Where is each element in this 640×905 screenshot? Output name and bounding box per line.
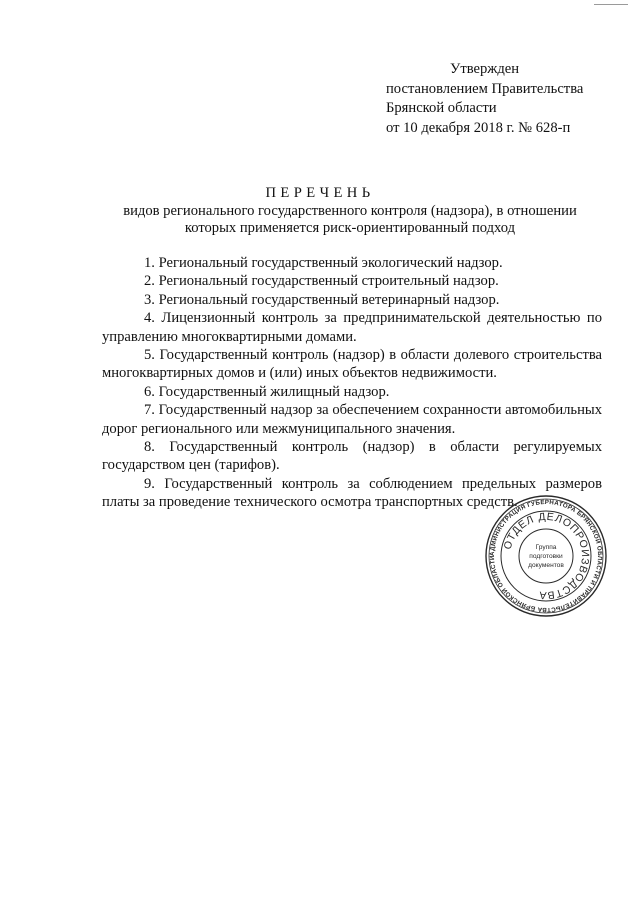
approval-block [386,60,583,138]
document-subtitle: видов регионального государственного контроля (надзора), в отношении которых применяется риск-ориентированный подход [123,203,577,236]
document-title: ПЕРЕЧЕНЬ [265,185,375,201]
list-item: 3. Региональный государственный ветеринарный надзор. [144,291,500,308]
list-item: 2. Региональный государственный строительный надзор. [144,273,499,290]
list-item: 8. Государственный контроль (надзор) в области регулируемых государством цен (тарифов). [102,439,602,474]
control-types-list [102,254,602,512]
stamp-seal [484,494,608,618]
list-item: 9. Государственный контроль за соблюдением предельных размеров платы за проведение технического осмотра транспортных средств. [102,475,602,511]
list-item: 7. Государственный надзор за обеспечением сохранности автомобильных дорог регионального или межмуниципального значения. [102,402,602,437]
svg-text:АДМИНИСТРАЦИЯ ГУБЕРНАТОРА БРЯН: АДМИНИСТРАЦИЯ ГУБЕРНАТОРА БРЯНСКОЙ ОБЛАСТИ И ПРАВИТЕЛЬСТВА БРЯНСКОЙ ОБЛАСТИ [488,498,604,614]
official-stamp [484,494,608,618]
approval-line: постановлением Правительства [386,80,584,97]
svg-text:подготовки: подготовки [529,553,563,560]
list-item: 5. Государственный контроль (надзор) в области долевого строительства многоквартирных домов и (или) иных объектов недвижимости. [102,347,602,382]
list-item: 4. Лицензионный контроль за предпринимательской деятельностью по управлению многоквартирными домами. [102,310,602,345]
approval-line: Утвержден [450,61,520,77]
svg-text:Группа: Группа [535,544,557,551]
svg-text:ОТДЕЛ ДЕЛОПРОИЗВОДСТВА: ОТДЕЛ ДЕЛОПРОИЗВОДСТВА [501,510,592,602]
list-item: 6. Государственный жилищный надзор. [144,383,390,400]
corner-mark [594,0,628,5]
list-item: 1. Региональный государственный экологический надзор. [144,255,503,271]
approval-line: Брянской области [386,100,497,116]
approval-date-number: от 10 декабря 2018 г. № 628-п [386,119,571,136]
svg-text:документов: документов [528,562,564,569]
